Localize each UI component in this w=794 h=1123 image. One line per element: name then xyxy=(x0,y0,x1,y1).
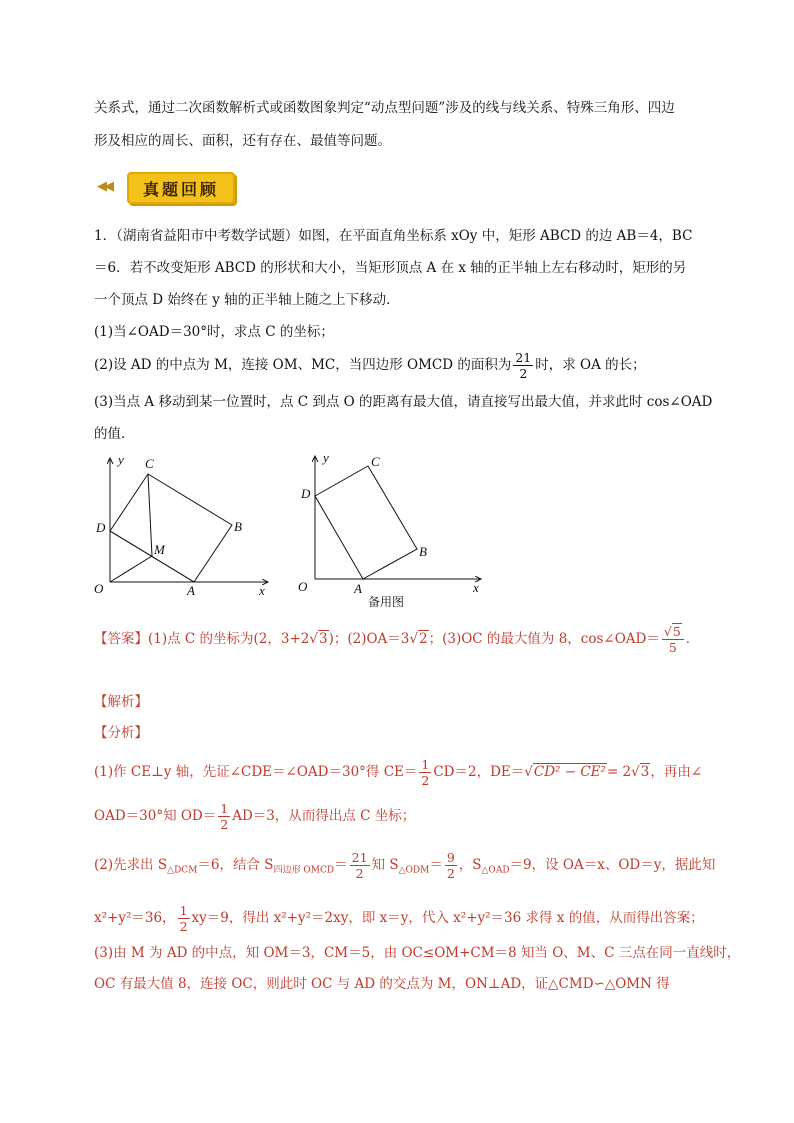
question-3-end: 的值． xyxy=(94,426,135,442)
answer-end: ． xyxy=(685,631,700,647)
fraction-1-2 xyxy=(419,757,431,788)
fraction-denominator: 2 xyxy=(220,817,229,832)
fraction-sqrt5-over-5 xyxy=(662,624,684,655)
analysis-2-text-i: xy＝9，得出 x²+y²＝2xy，即 x＝y，代入 x²+y²＝36 求得 x 的值，从而得出答案； xyxy=(191,910,704,926)
label-b: B xyxy=(234,519,242,534)
figure-caption: 备用图 xyxy=(368,595,405,608)
figure-2 xyxy=(293,448,493,608)
banner-label: 真题回顾 xyxy=(142,180,219,199)
problem-line-2: ＝6．若不改变矩形 ABCD 的形状和大小，当矩形顶点 A 在 x 轴的正半轴上左右移动时，矩形的另 xyxy=(94,260,687,276)
sqrt-5: 5 xyxy=(672,624,681,639)
label-a: A xyxy=(187,583,195,598)
subscript-omcd: 四边形 OMCD xyxy=(273,865,335,876)
question-1: (1)当∠OAD＝30°时，求点 C 的坐标； xyxy=(94,324,334,340)
sqrt-cd2-ce2: CD² − CE² xyxy=(533,764,606,780)
fraction-numerator: 21 xyxy=(351,850,368,865)
question-3: (3)当点 A 移动到某一位置时，点 C 到点 O 的距离有最大值，请直接写出最大值，并求此时 cos∠OAD xyxy=(94,394,713,410)
fraction-denominator: 2 xyxy=(446,866,455,881)
analysis-1-text-f: AD＝3，从而得出点 C 坐标； xyxy=(232,808,416,824)
label-c: C xyxy=(145,456,154,471)
fraction-denominator: 2 xyxy=(179,919,188,934)
label-d: D xyxy=(96,520,106,535)
analysis-1-text-a: (1)作 CE⊥y 轴，先证∠CDE＝∠OAD＝30°得 CE＝ xyxy=(94,764,418,780)
label-c: C xyxy=(371,454,380,469)
analysis-2-text-g: ＝9，设 OA＝x、OD＝y，据此知 xyxy=(509,857,716,873)
figure-1 xyxy=(88,452,273,602)
analysis-1-text-d: ，再由∠ xyxy=(650,764,703,780)
rectangle-abcd xyxy=(315,466,417,579)
question-2-end: 时，求 OA 的长； xyxy=(535,357,646,373)
analysis-3-line-1: (3)由 M 为 AD 的中点，知 OM＝3，CM＝5，由 OC≤OM+CM＝8 知当 O、M、C 三点在同一直线时， xyxy=(94,945,741,961)
analysis-2-text-h: x²+y²＝36， xyxy=(94,910,176,926)
section-banner xyxy=(97,172,235,204)
sqrt-3: 3 xyxy=(319,631,328,647)
fraction-21-2 xyxy=(350,850,370,881)
fraction-numerator: 1 xyxy=(421,757,430,772)
banner-box xyxy=(127,172,235,204)
analysis-2-line-2 xyxy=(94,903,704,934)
label-y: y xyxy=(323,450,329,465)
fraction-numerator: 9 xyxy=(446,850,455,865)
label-y: y xyxy=(118,452,124,467)
fraction-numerator: √5 xyxy=(662,624,684,640)
label-d: D xyxy=(301,486,311,501)
question-2 xyxy=(94,350,646,381)
analysis-2-text-a: (2)先求出 S xyxy=(94,857,168,873)
label-m: M xyxy=(154,542,165,557)
intro-line-2: 形及相应的周长、面积，还有存在、最值等问题。 xyxy=(94,133,391,149)
double-arrow-icon: ◀◀ xyxy=(97,179,111,194)
fraction-denominator: 2 xyxy=(355,866,364,881)
analysis-1-line-1: (1)作 CE⊥y 轴，先证∠CDE＝∠OAD＝30°得 CE＝ $\frac{1}{2}$ CD＝2，DE＝√CD² − CE²= 2√3，再由∠ xyxy=(94,757,703,788)
subscript-oad: △OAD xyxy=(481,865,510,876)
fraction-numerator: 1 xyxy=(220,801,229,816)
sqrt-3: 3 xyxy=(640,764,650,780)
rectangle-abcd xyxy=(110,474,232,582)
analysis-1-text-b: CD＝2，DE＝ xyxy=(433,764,525,780)
problem-line-3: 一个顶点 D 始终在 y 轴的正半轴上随之上下移动． xyxy=(94,292,400,308)
analysis-2-line-1 xyxy=(94,850,715,881)
fenxi-heading: 【分析】 xyxy=(94,725,148,741)
intro-line-1: 关系式，通过二次函数解析式或函数图象判定“动点型问题”涉及的线与线关系、特殊三角形、四边 xyxy=(94,100,675,116)
fraction-numerator: 21 xyxy=(515,350,532,365)
answer-part-2: )；(2)OA＝3 xyxy=(328,631,410,647)
label-x: x xyxy=(473,580,479,595)
analysis-1-line-2 xyxy=(94,801,415,832)
analysis-2-text-f: ，S xyxy=(458,857,482,873)
segment-om xyxy=(110,556,152,582)
fraction-numerator: 1 xyxy=(179,903,188,918)
analysis-2-text-d: 知 S xyxy=(371,857,399,873)
subscript-odm: △ODM xyxy=(398,865,430,876)
analysis-2-text-c: ＝ xyxy=(334,857,348,873)
subscript-dcm: △DCM xyxy=(167,865,198,876)
question-2-text: (2)设 AD 的中点为 M，连接 OM、MC，当四边形 OMCD 的面积为 xyxy=(94,357,512,373)
answer-part-3: ；(3)OC 的最大值为 8，cos∠OAD＝ xyxy=(428,631,660,647)
label-a: A xyxy=(354,581,362,596)
answer-line: 【答案】(1)点 C 的坐标为(2，3+2√3)；(2)OA＝3√2；(3)OC 的最大值为 8，cos∠OAD＝ $\frac{√5}{5}$ ． xyxy=(94,624,700,655)
answer-part-1: (1)点 C 的坐标为(2，3+2 xyxy=(148,631,310,647)
label-b: B xyxy=(419,544,427,559)
analysis-2-text-b: ＝6，结合 S xyxy=(197,857,274,873)
analysis-3-line-2: OC 有最大值 8，连接 OC，则此时 OC 与 AD 的交点为 M，ON⊥AD，证△CMD∽△OMN 得 xyxy=(94,976,670,992)
analysis-2-text-e: ＝ xyxy=(429,857,443,873)
label-o: O xyxy=(94,581,104,596)
fraction-1-2 xyxy=(178,903,190,934)
fraction-9-2 xyxy=(445,850,457,881)
fraction-1-2 xyxy=(218,801,230,832)
fraction-21-2 xyxy=(513,350,533,381)
problem-line-1: 1．（湖南省益阳市中考数学试题）如图，在平面直角坐标系 xOy 中，矩形 ABCD 的边 AB＝4，BC xyxy=(94,228,693,244)
segment-mc xyxy=(148,474,152,556)
sqrt-2: 2 xyxy=(419,631,428,647)
fraction-denominator: 5 xyxy=(668,640,677,655)
answer-tag: 【答案】 xyxy=(94,631,148,647)
analysis-1-text-e: OAD＝30°知 OD＝ xyxy=(94,808,217,824)
analysis-1-text-c: = 2 xyxy=(606,764,632,780)
jiexi-heading: 【解析】 xyxy=(94,694,148,710)
fraction-denominator: 2 xyxy=(421,773,430,788)
label-x: x xyxy=(259,583,265,598)
label-o: O xyxy=(298,579,308,594)
fraction-denominator: 2 xyxy=(519,366,528,381)
